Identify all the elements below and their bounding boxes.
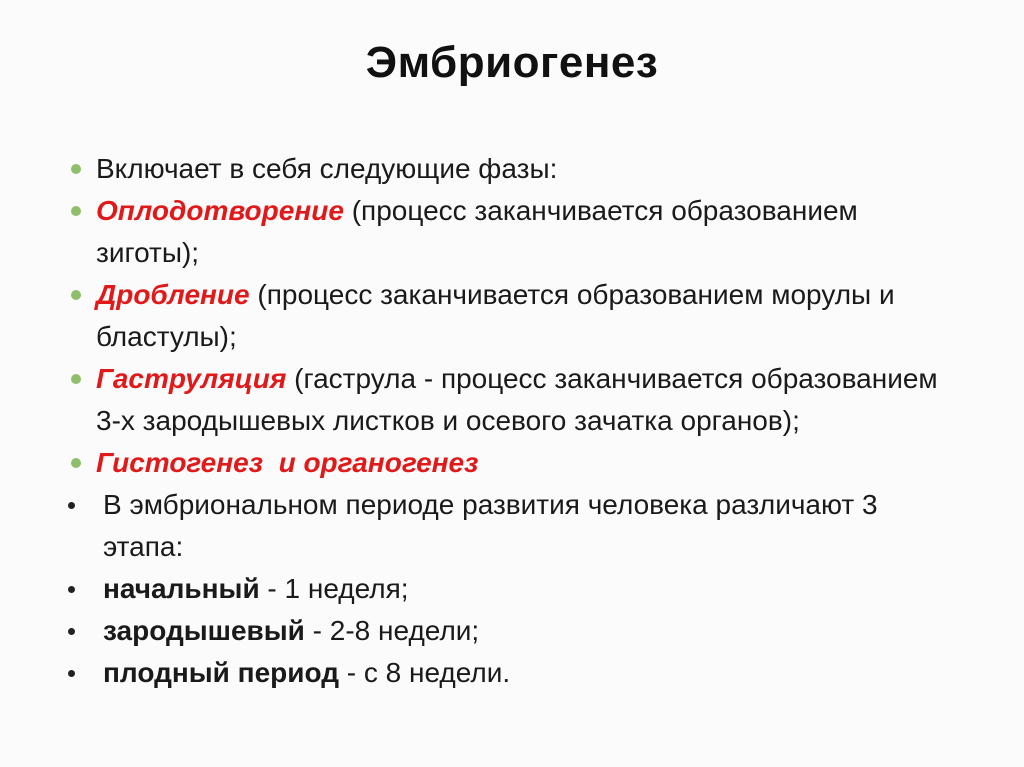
item-text: Включает в себя следующие фазы: <box>96 153 558 184</box>
green-bullet-icon <box>71 164 81 174</box>
item-text: (гаструла - процесс заканчивается образованием 3-х зародышевых листков и осевого зачатка органов); <box>96 363 938 436</box>
green-bullet-icon <box>71 374 81 384</box>
bullet-list <box>60 148 960 694</box>
list-item <box>60 568 960 610</box>
green-bullet-icon <box>71 206 81 216</box>
black-bullet-icon <box>68 586 75 593</box>
item-text: (процесс заканчивается образованием морулы и бластулы); <box>96 279 895 352</box>
black-bullet-icon <box>68 502 75 509</box>
list-item <box>60 274 960 358</box>
slide-title: Эмбриогенез <box>365 38 659 87</box>
list-item <box>60 652 960 694</box>
item-term: Гистогенез и органогенез <box>96 447 479 478</box>
item-term: Дробление <box>96 279 250 310</box>
list-item <box>60 358 960 442</box>
item-term: зародышевый <box>103 615 305 646</box>
list-item <box>60 442 960 484</box>
item-text: - 2-8 недели; <box>304 615 480 646</box>
black-bullet-icon <box>68 670 75 677</box>
item-text: (процесс заканчивается образованием зиготы); <box>96 195 858 268</box>
item-text: - с 8 недели. <box>338 657 511 688</box>
item-term: Гаструляция <box>96 363 287 394</box>
list-item <box>60 610 960 652</box>
item-term: Оплодотворение <box>96 195 344 226</box>
list-item <box>60 148 960 190</box>
item-text: В эмбриональном периоде развития человека различают 3 этапа: <box>103 489 878 562</box>
list-item <box>60 484 960 568</box>
green-bullet-icon <box>71 290 81 300</box>
green-bullet-icon <box>71 458 81 468</box>
black-bullet-icon <box>68 628 75 635</box>
item-term: начальный <box>103 573 260 604</box>
item-text: - 1 неделя; <box>259 573 409 604</box>
item-term: плодный период <box>103 657 339 688</box>
list-item <box>60 190 960 274</box>
